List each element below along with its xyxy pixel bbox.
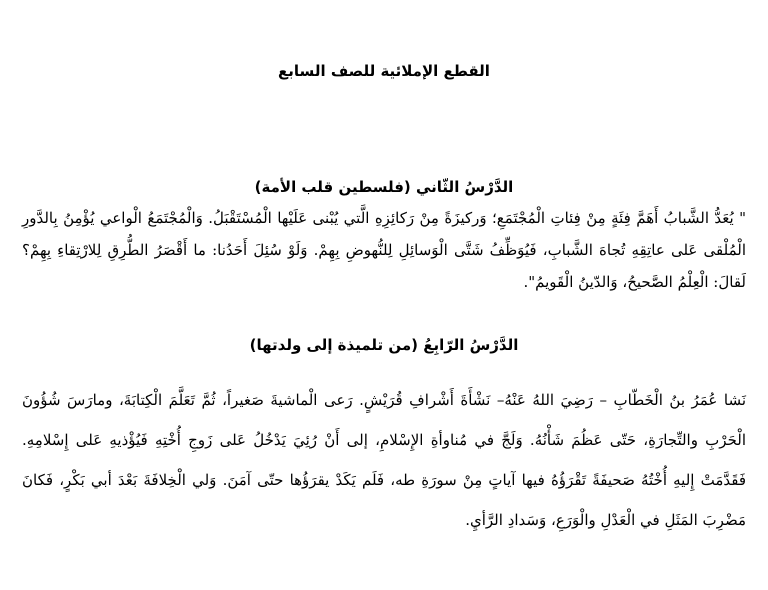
- lesson-2-heading: الدَّرْسُ الثّاني (فلسطين قلب الأمة): [254, 178, 514, 196]
- document-title: القطع الإملائية للصف السابع: [278, 62, 490, 80]
- lesson-4-paragraph: نَشا عُمَرُ بنُ الْخَطّابِ – رَضِيَ اللهُ عَنْهُ– نَشْأَةَ أَشْرافِ قُرَيْشٍ. رَعى الْماشيةَ صَغيراً، ثُمَّ تَعَلَّمَ الْكِتابَةَ، ومارَسَ شُؤُونَ الْحَرْبِ والتِّجارَةِ، حَتّى عَظُمَ شَأْنُهُ. وَلَجَّ في مُناوأةِ الإِسْلامِ، إلى أَنْ رُئِيَ يَدْخُلُ عَلى زَوجِ أُخْتِهِ فَيُؤْذيهِ عَلى إِسْلامِهِ. فَقَدَّمَتْ إِليهِ أُخْتُهُ صَحيفَةً تَقْرَؤُهُ فيها آياتٍ مِنْ سورَةِ طه، فَلَم يَكَدْ يقرَؤُها حتّى آمَنَ. وَلي الْخِلافَةَ بَعْدَ أبي بَكْرٍ، فَكانَ مَضْرِبَ المَثَلِ في الْعَدْلِ والْوَرَعِ، وَسَدادِ الرَّأيِ.: [22, 391, 746, 529]
- lesson-4-heading: الدَّرْسُ الرّابِعُ (من تلميذة إلى ولدتها): [249, 336, 519, 354]
- lesson-2-paragraph: " يُعَدُّ الشَّبابُ أَهَمَّ فِئَةٍ مِنْ فِئاتِ الْمُجْتَمَعِ؛ وَركيزَةً مِنْ رَكائِزِهِ الَّتي يُبْنى عَلَيْها الْمُسْتَقْبَلُ. وَالْمُجْتَمَعُ الْواعي يُؤْمِنُ بِالدَّورِ الْمُلْقى عَلى عاتِقِهِ تُجاهَ الشَّبابِ، فَيُوَظِّفُ شَتَّى الْوَسائِلِ لِلنُّهوضِ بِهِمْ. وَلَوْ سُئِلَ أَحَدُنا: ما أَقْصَرُ الطُّرِقِ لِلارْتِقاءِ بِهِمْ؟ لَقالَ: الْعِلْمُ الصَّحيحُ، وَالدّينُ الْقَويمُ".: [22, 209, 746, 291]
